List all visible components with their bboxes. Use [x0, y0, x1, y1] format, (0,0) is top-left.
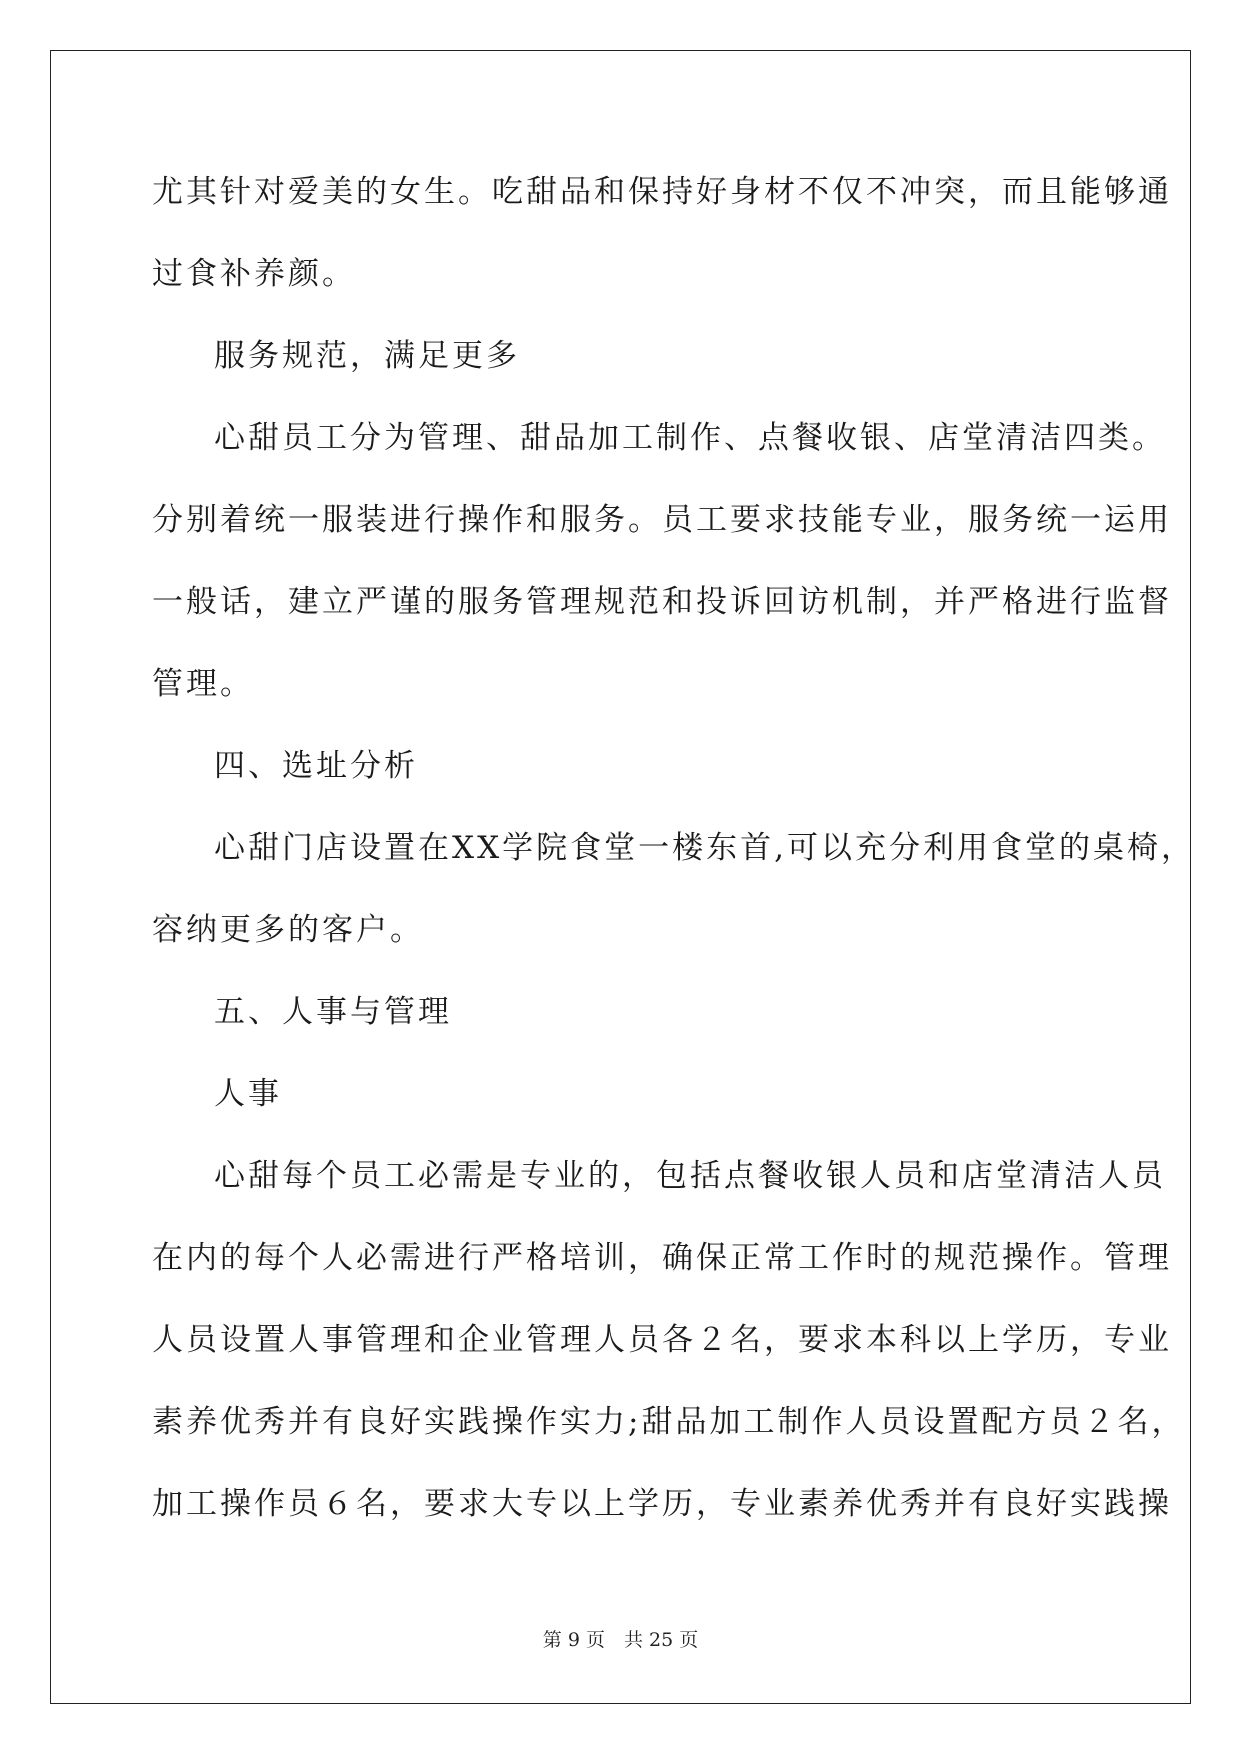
section-heading: 四、选址分析 [214, 748, 418, 784]
document-body [152, 164, 1195, 1558]
page-number-footer: 第 9 页 共 25 页 [542, 1629, 699, 1651]
paragraph-line: 素养优秀并有良好实践操作实力;甜品加工制作人员设置配方员２名， [152, 1404, 1186, 1440]
paragraph-line: 管理。 [152, 666, 254, 702]
paragraph-line: 尤其针对爱美的女生。吃甜品和保持好身材不仅不冲突，而且能够通 [152, 174, 1172, 210]
paragraph-line: 心甜每个员工必需是专业的，包括点餐收银人员和店堂清洁人员 [214, 1158, 1166, 1194]
section-heading: 服务规范，满足更多 [214, 338, 520, 374]
paragraph-line: 心甜门店设置在XX学院食堂一楼东首,可以充分利用食堂的桌椅， [214, 830, 1195, 866]
paragraph-line: 一般话，建立严谨的服务管理规范和投诉回访机制，并严格进行监督 [152, 584, 1172, 620]
paragraph-line: 在内的每个人必需进行严格培训，确保正常工作时的规范操作。管理 [152, 1240, 1172, 1276]
paragraph-line: 容纳更多的客户。 [152, 912, 424, 948]
paragraph-line: 分别着统一服装进行操作和服务。员工要求技能专业，服务统一运用 [152, 502, 1172, 538]
section-heading: 人事 [214, 1076, 282, 1112]
paragraph-line: 加工操作员６名，要求大专以上学历，专业素养优秀并有良好实践操 [152, 1486, 1172, 1522]
paragraph-line: 心甜员工分为管理、甜品加工制作、点餐收银、店堂清洁四类。 [214, 420, 1166, 456]
paragraph-line: 过食补养颜。 [152, 256, 356, 292]
paragraph-line: 人员设置人事管理和企业管理人员各２名，要求本科以上学历，专业 [152, 1322, 1172, 1358]
section-heading: 五、人事与管理 [214, 994, 452, 1030]
